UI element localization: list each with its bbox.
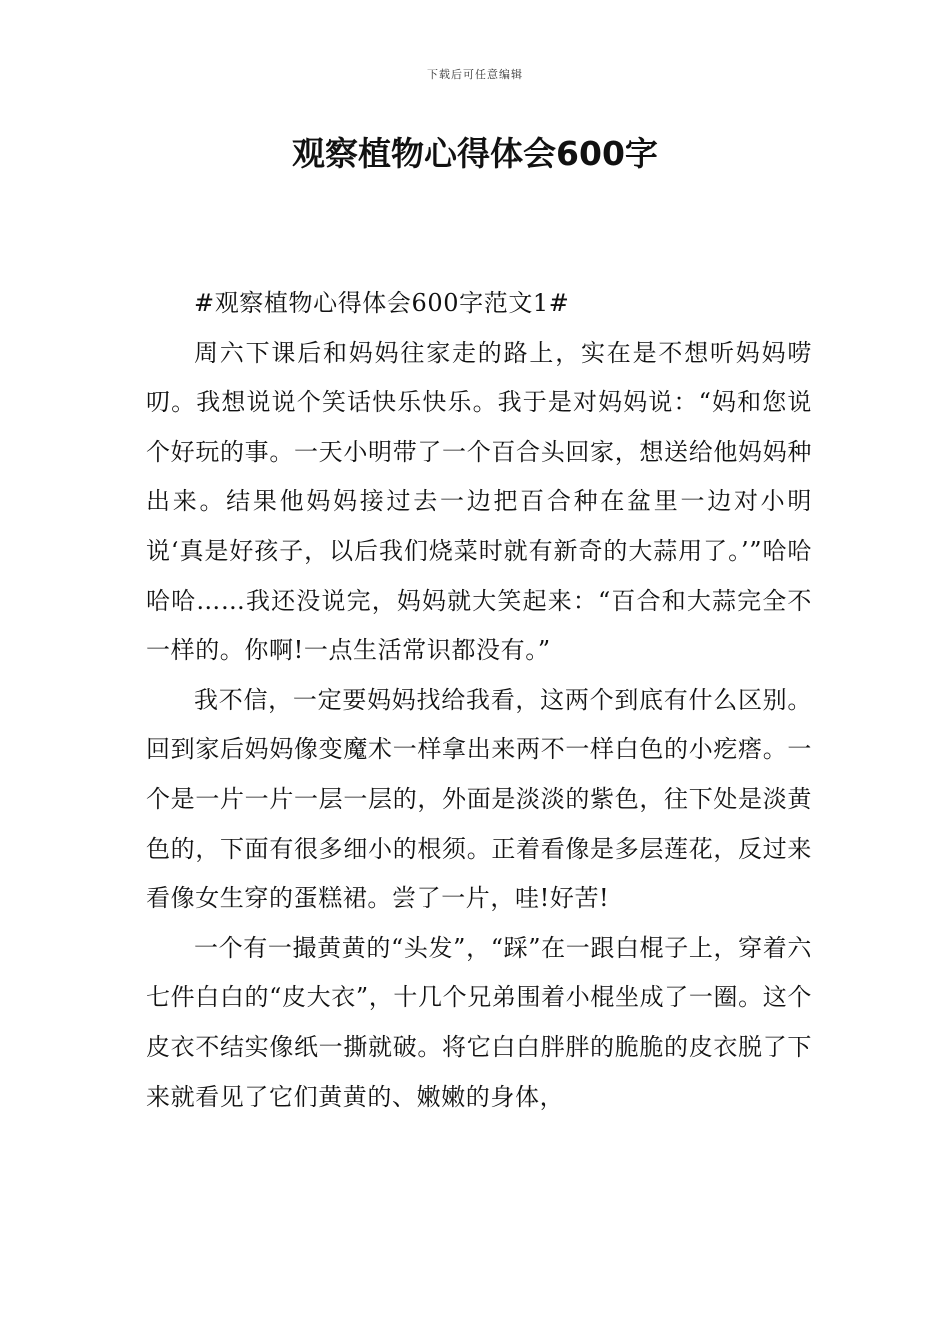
- paragraph-2: 我不信，一定要妈妈找给我看，这两个到底有什么区别。回到家后妈妈像变魔术一样拿出来两不一样白色的小疙瘩。一个是一片一片一层一层的，外面是淡淡的紫色，往下处是淡黄色的，下面有很多细小的根须。正着看像是多层莲花，反过来看像女生穿的蛋糕裙。尝了一片，哇!好苦!: [146, 685, 812, 913]
- section-heading: #观察植物心得体会600字范文1#: [194, 289, 570, 317]
- document-body: [146, 279, 812, 1122]
- paragraph-3: 一个有一撮黄黄的“头发”，“踩”在一跟白棍子上，穿着六七件白白的“皮大衣”，十几个兄弟围着小棍坐成了一圈。这个皮衣不结实像纸一撕就破。将它白白胖胖的脆脆的皮衣脱了下来就看见了它们黄黄的、嫩嫩的身体，: [146, 933, 812, 1111]
- document-title: 观察植物心得体会600字: [292, 134, 658, 173]
- header-note: 下载后可任意编辑: [427, 68, 523, 81]
- paragraph-1: 周六下课后和妈妈往家走的路上，实在是不想听妈妈唠叨。我想说说个笑话快乐快乐。我于是对妈妈说：“妈和您说个好玩的事。一天小明带了一个百合头回家，想送给他妈妈种出来。结果他妈妈接过去一边把百合种在盆里一边对小明说‘真是好孩子，以后我们烧菜时就有新奇的大蒜用了。’”哈哈哈哈……我还没说完，妈妈就大笑起来：“百合和大蒜完全不一样的。你啊!一点生活常识都没有。”: [146, 338, 812, 665]
